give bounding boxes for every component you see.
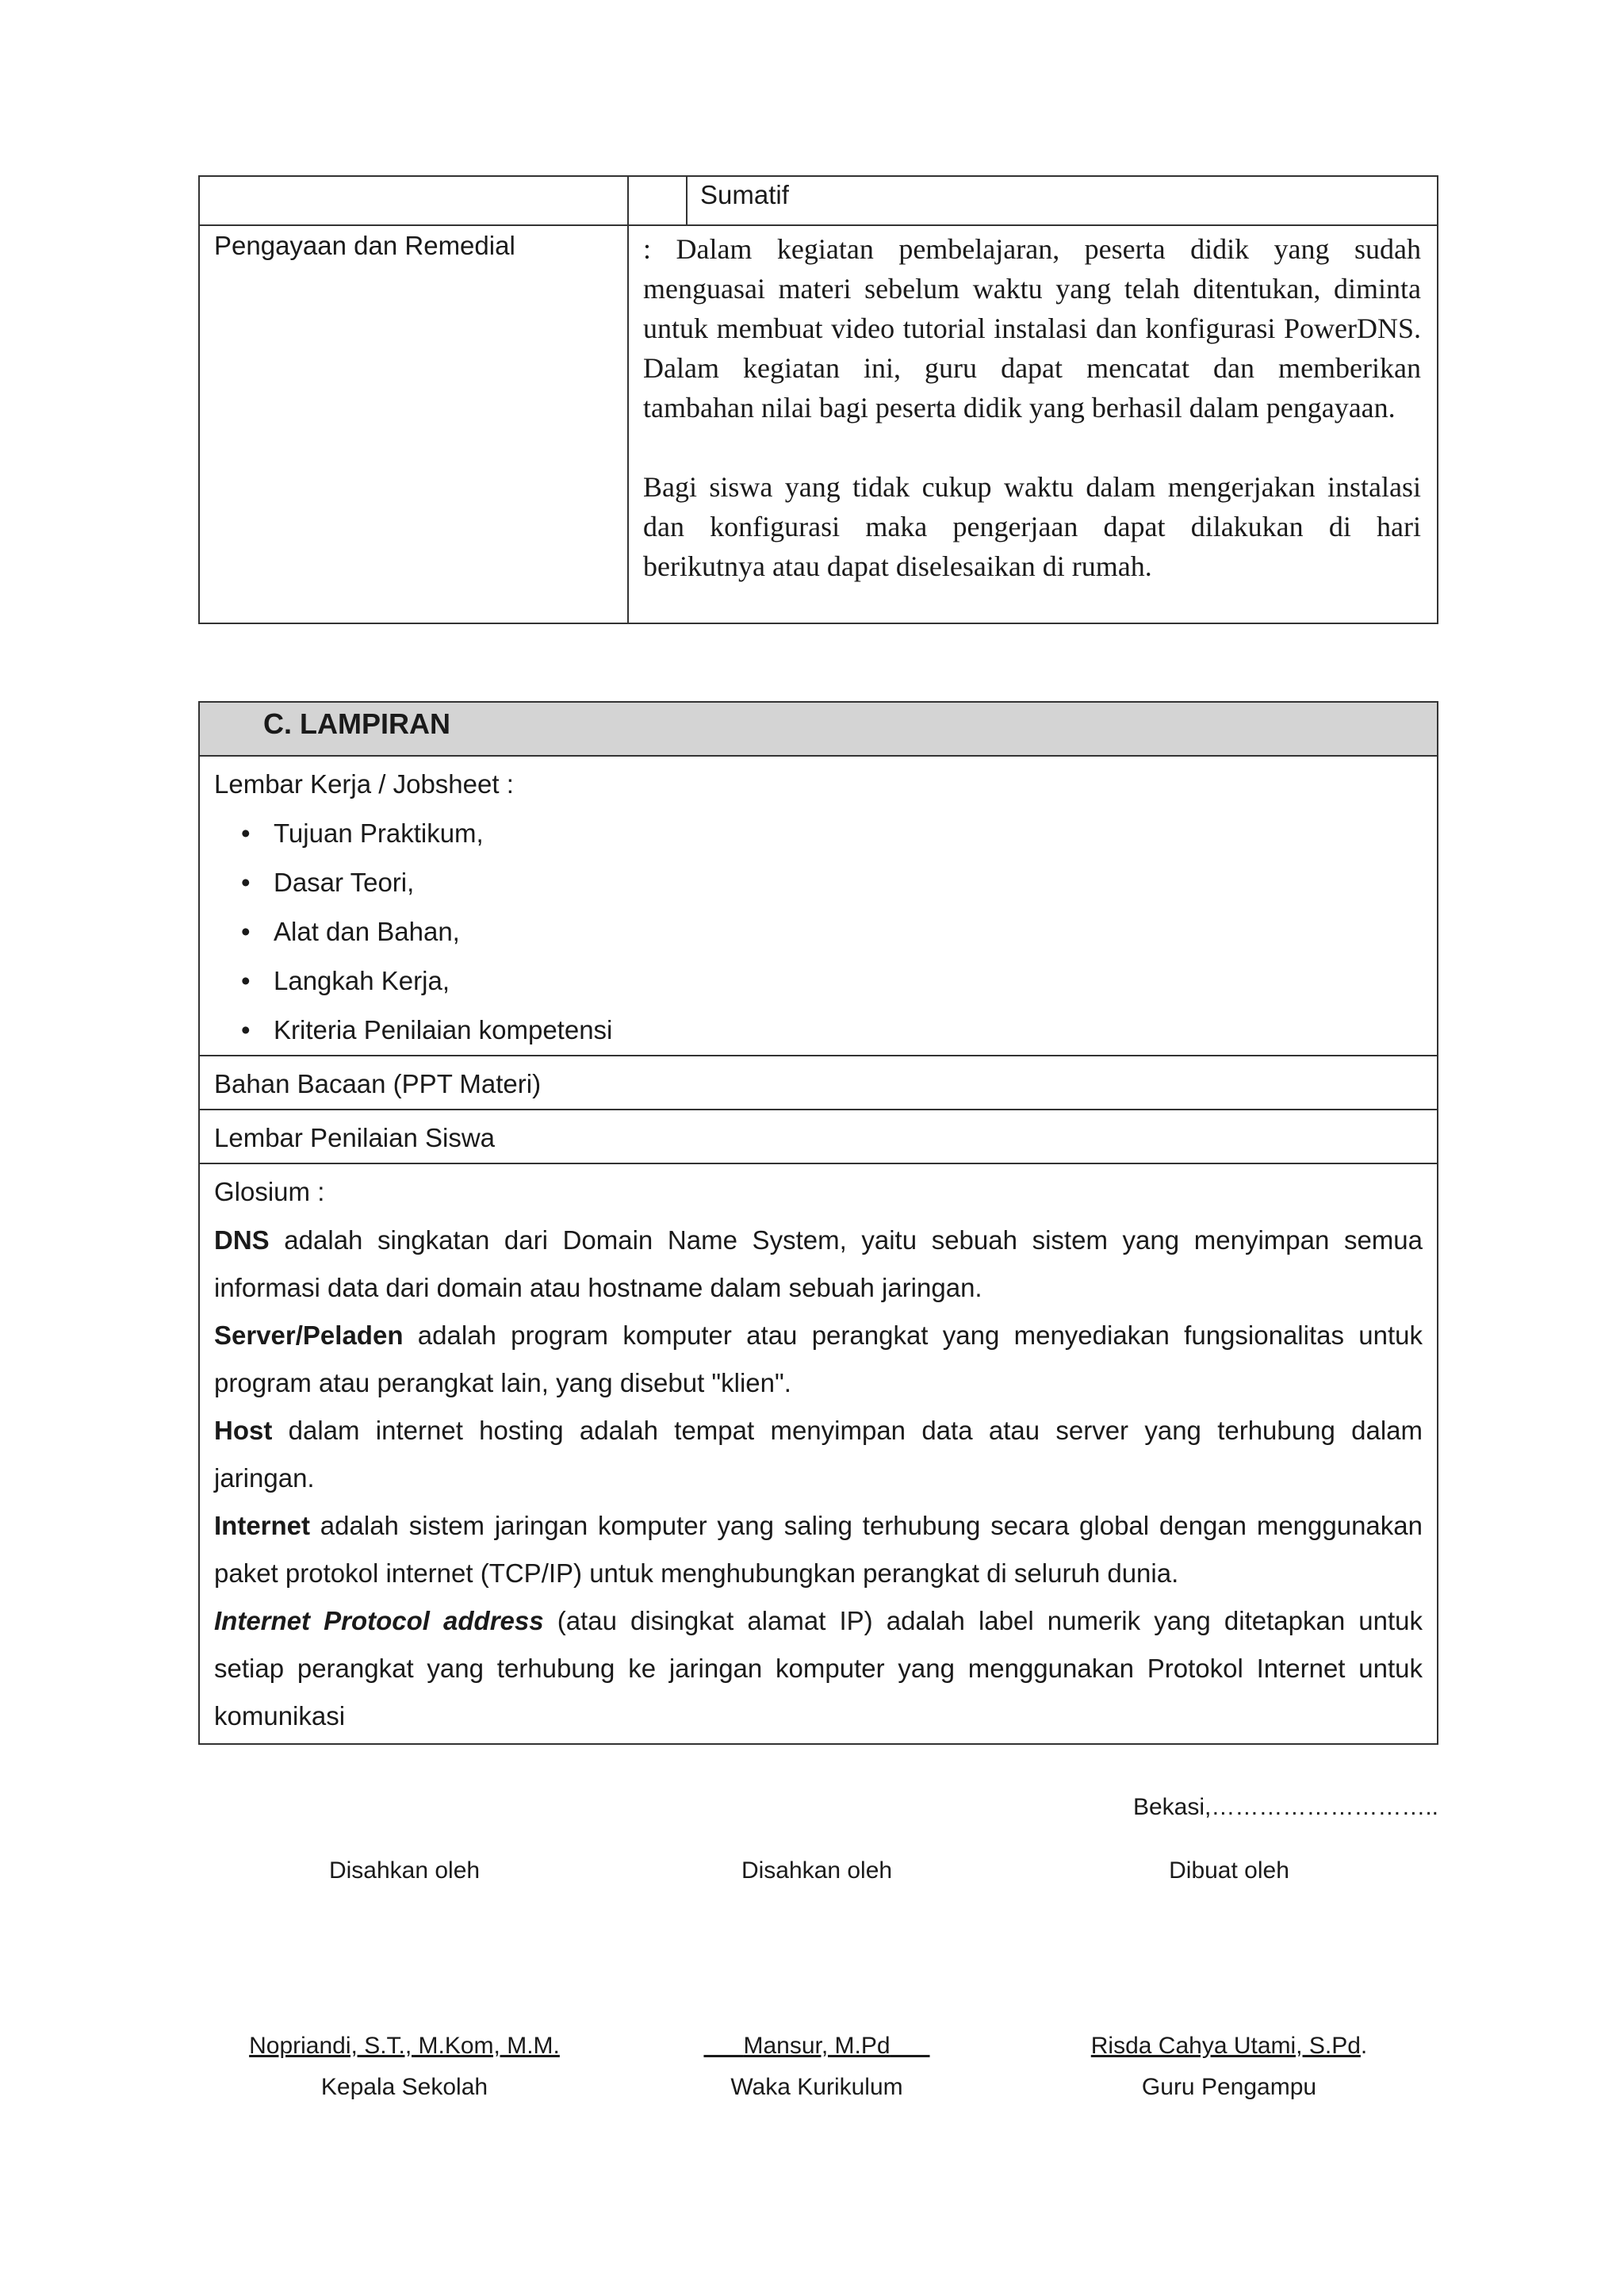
- signatory-name-3-wrap: [1055, 2033, 1404, 2060]
- glossary-definition: adalah singkatan dari Domain Name System, yaitu sebuah sistem yang menyimpan semua informasi data dari domain atau hostname dalam sebuah jaringan.: [214, 1225, 1423, 1302]
- reading-material: Bahan Bacaan (PPT Materi): [214, 1069, 542, 1098]
- signatory-name-2: Mansur, M.Pd: [743, 2033, 891, 2059]
- reading-material-cell: [199, 1056, 1438, 1110]
- assessment-sheet-cell: [199, 1110, 1438, 1163]
- signatory-name-3-suffix: .: [1360, 2033, 1368, 2059]
- approval-title-2: Disahkan oleh: [741, 1857, 893, 1884]
- assessment-sheet: Lembar Penilaian Siswa: [214, 1123, 496, 1152]
- place-date: Bekasi,………………………..: [1132, 1794, 1438, 1820]
- glossary-term: Internet: [214, 1511, 311, 1540]
- glossary-definition: adalah sistem jaringan komputer yang saling terhubung secara global dengan menggunakan paket protokol internet (TCP/IP) untuk menghubungkan perangkat di seluruh dunia.: [214, 1511, 1423, 1588]
- remedial-paragraph: Bagi siswa yang tidak cukup waktu dalam mengerjakan instalasi dan konfigurasi maka pengerjaan dapat dilakukan di hari berikutnya atau dapat diselesaikan di rumah.: [643, 471, 1421, 582]
- enrichment-text-cell: [628, 225, 1438, 623]
- list-item: • Alat dan Bahan,: [214, 907, 1423, 956]
- glossary-cell: [199, 1163, 1438, 1744]
- signatory-role-1: Kepala Sekolah: [320, 2074, 488, 2100]
- glossary-term: DNS: [214, 1225, 270, 1255]
- assessment-type: Sumatif: [700, 180, 789, 209]
- signatory-role-3: Guru Pengampu: [1141, 2074, 1317, 2100]
- section-heading: C. LAMPIRAN: [263, 707, 450, 740]
- jobsheet-list: [214, 809, 1423, 1055]
- glossary-entry: [214, 1597, 1423, 1740]
- glossary-definition: (atau disingkat alamat IP) adalah label numerik yang ditetapkan untuk setiap perangkat yang terhubung ke jaringan komputer yang menggunakan Protokol Internet untuk komunikasi: [214, 1606, 1423, 1731]
- enrichment-label-cell: [199, 225, 628, 623]
- list-item: • Dasar Teori,: [214, 858, 1423, 907]
- signatory-role-2: Waka Kurikulum: [730, 2074, 903, 2100]
- glossary-term: Server/Peladen: [214, 1320, 404, 1350]
- signatory-name-2-wrap: [642, 2033, 991, 2060]
- author-title: Dibuat oleh: [1169, 1857, 1289, 1884]
- lampiran-table: [198, 701, 1438, 1745]
- jobsheet-cell: [199, 756, 1438, 1056]
- enrichment-label: Pengayaan dan Remedial: [214, 231, 515, 260]
- empty-inner-cell: [629, 177, 688, 224]
- jobsheet-label: Lembar Kerja / Jobsheet :: [214, 769, 514, 799]
- list-item: • Tujuan Praktikum,: [214, 809, 1423, 858]
- assessment-type-cell: [628, 176, 1438, 225]
- assessment-table: [198, 175, 1438, 624]
- glossary-entry: [214, 1407, 1423, 1502]
- list-item: • Langkah Kerja,: [214, 956, 1423, 1006]
- enrichment-paragraph: : Dalam kegiatan pembelajaran, peserta didik yang sudah menguasai materi sebelum waktu yang telah ditentukan, diminta untuk membuat video tutorial instalasi dan konfigurasi PowerDNS. Dalam kegiatan ini, guru dapat mencatat dan memberikan tambahan nilai bagi peserta didik yang berhasil dalam pengayaan.: [643, 233, 1421, 424]
- glossary-definition: adalah program komputer atau perangkat yang menyediakan fungsionalitas untuk program atau perangkat lain, yang disebut "klien".: [214, 1320, 1423, 1397]
- list-item: • Kriteria Penilaian kompetensi: [214, 1006, 1423, 1055]
- signatory-name-1: Nopriandi, S.T., M.Kom, M.M.: [249, 2033, 560, 2059]
- glossary-term: Host: [214, 1416, 273, 1445]
- glossary-label: Glosium :: [214, 1177, 325, 1206]
- glossary-entry: [214, 1502, 1423, 1597]
- glossary-definition: dalam internet hosting adalah tempat menyimpan data atau server yang terhubung dalam jaringan.: [214, 1416, 1423, 1493]
- glossary-entry: [214, 1217, 1423, 1312]
- empty-cell: [199, 176, 628, 225]
- approval-title-1: Disahkan oleh: [328, 1857, 481, 1884]
- lampiran-header: [199, 702, 1438, 756]
- signatory-name-3: Risda Cahya Utami, S.Pd: [1090, 2033, 1361, 2059]
- glossary-term: Internet Protocol address: [214, 1606, 544, 1635]
- glossary-entry: [214, 1312, 1423, 1407]
